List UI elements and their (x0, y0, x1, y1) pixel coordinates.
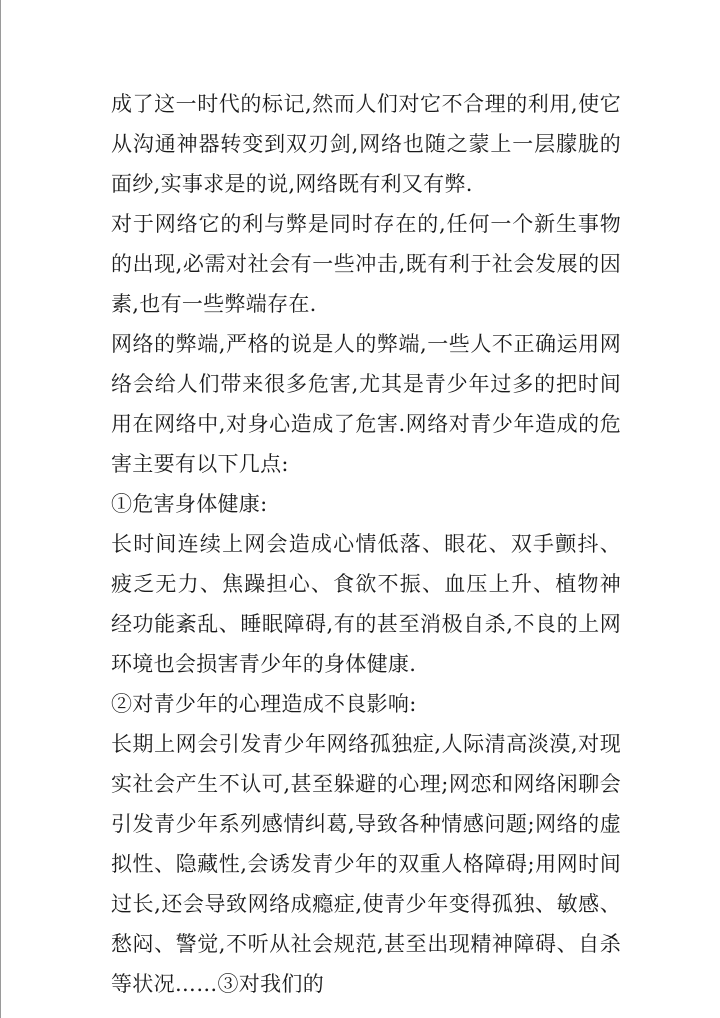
paragraph-4: 长时间连续上网会造成心情低落、眼花、双手颤抖、疲乏无力、焦躁担心、食欲不振、血压上升、植物神经功能紊乱、睡眠障碍,有的甚至消极自杀,不良的上网环境也会损害青少年的身体健康. (111, 532, 621, 676)
paragraph-5: 长期上网会引发青少年网络孤独症,人际清高淡漠,对现实社会产生不认可,甚至躲避的心理;网恋和网络闲聊会引发青少年系列感情纠葛,导致各种情感问题;网络的虚拟性、隐藏性,会诱发青少年的双重人格障碍;用网时间过长,还会导致网络成瘾症,使青少年变得孤独、敏感、愁闷、警觉,不听从社会规范,甚至出现精神障碍、自杀等状况……③对我们的 (111, 732, 621, 996)
paragraph-1: 成了这一时代的标记,然而人们对它不合理的利用,使它从沟通神器转变到双刃剑,网络也随之蒙上一层朦胧的面纱,实事求是的说,网络既有利又有弊. (111, 92, 621, 196)
document-body (111, 84, 621, 1004)
section-heading-2: ②对青少年的心理造成不良影响: (111, 692, 417, 716)
section-heading-1: ①危害身体健康: (111, 492, 268, 516)
paragraph-2: 对于网络它的利与弊是同时存在的,任何一个新生事物的出现,必需对社会有一些冲击,既有利于社会发展的因素,也有一些弊端存在. (111, 212, 621, 316)
paragraph-3: 网络的弊端,严格的说是人的弊端,一些人不正确运用网络会给人们带来很多危害,尤其是青少年过多的把时间用在网络中,对身心造成了危害.网络对青少年造成的危害主要有以下几点: (111, 332, 621, 476)
